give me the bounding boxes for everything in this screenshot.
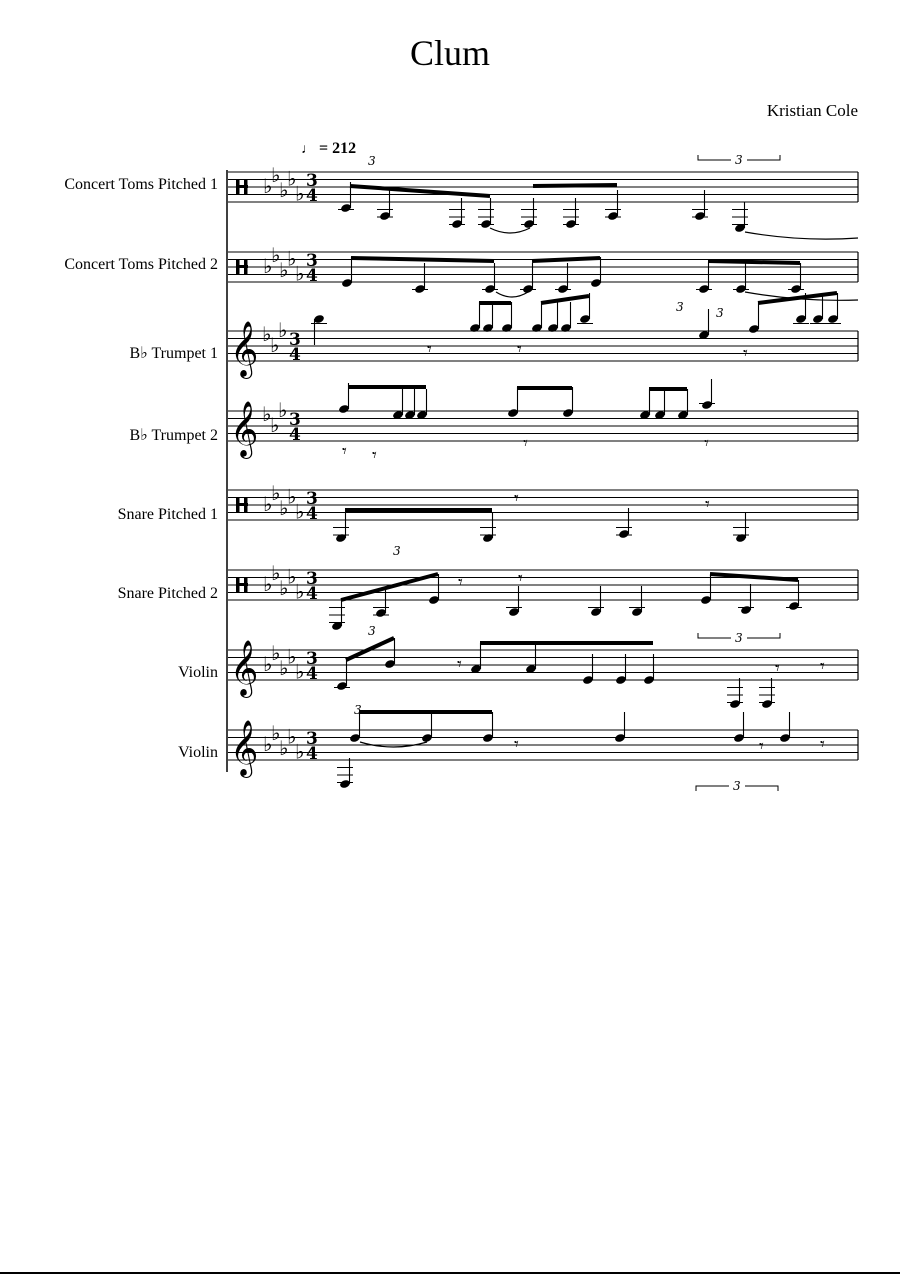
flat-icon: ♭ — [295, 739, 305, 764]
flat-icon: ♭ — [295, 181, 305, 206]
staff-label-trumpet-2: B♭ Trumpet 2 — [129, 427, 218, 444]
flat-icon: ♭ — [263, 174, 273, 198]
flat-icon: ♭ — [271, 720, 281, 745]
score-title: Clum — [409, 33, 490, 73]
time-signature-denominator: 4 — [289, 345, 301, 365]
tuplet-number: 3 — [354, 703, 362, 717]
rest-icon: 𝄾 — [775, 658, 780, 679]
flat-icon: ♭ — [279, 495, 289, 520]
flat-icon: ♭ — [279, 735, 289, 760]
flat-icon: ♭ — [287, 724, 297, 749]
time-signature-denominator: 4 — [306, 664, 318, 684]
percussion-clef-icon — [236, 265, 248, 268]
composer-name: Kristian Cole — [766, 101, 858, 120]
percussion-clef-icon — [236, 185, 248, 188]
staff-2 — [228, 243, 858, 286]
time-signature-denominator: 4 — [306, 744, 318, 764]
tuplet-number: 3 — [735, 153, 743, 167]
beam — [351, 258, 494, 261]
percussion-clef-icon — [236, 503, 248, 506]
staves-group — [228, 163, 858, 778]
flat-icon: ♭ — [279, 177, 289, 202]
rest-icon: 𝄾 — [514, 734, 519, 755]
staff-5 — [228, 481, 858, 524]
time-signature-denominator: 4 — [306, 584, 318, 604]
flat-icon: ♭ — [287, 644, 297, 669]
rest-icon: 𝄾 — [427, 339, 432, 360]
flat-icon: ♭ — [271, 640, 281, 665]
flat-icon: ♭ — [271, 162, 281, 187]
rest-icon: 𝄾 — [820, 734, 825, 755]
flat-icon: ♭ — [271, 242, 281, 267]
flat-icon: ♭ — [263, 732, 273, 756]
staff-4 — [228, 398, 858, 459]
staff-3 — [228, 318, 858, 379]
time-signature-denominator: 4 — [306, 504, 318, 524]
rest-icon: 𝄾 — [517, 339, 522, 360]
flat-icon: ♭ — [295, 261, 305, 286]
tie-curve — [496, 292, 528, 297]
staff-label-snare-2: Snare Pitched 2 — [117, 585, 218, 602]
rest-icon: 𝄾 — [458, 572, 463, 593]
flat-icon: ♭ — [278, 398, 288, 422]
rest-icon: 𝄾 — [342, 441, 347, 462]
treble-clef-icon: 𝄞 — [230, 401, 259, 457]
time-signature-denominator: 4 — [306, 266, 318, 286]
tie-curve — [490, 228, 530, 233]
flat-icon: ♭ — [279, 655, 289, 680]
rest-icon: 𝄾 — [705, 494, 710, 515]
staff-label-toms-2: Concert Toms Pitched 2 — [64, 256, 218, 273]
flat-icon: ♭ — [262, 321, 272, 346]
time-signature-numerator: 3 — [306, 729, 318, 749]
flat-icon: ♭ — [263, 652, 273, 676]
beam — [758, 293, 837, 303]
flat-icon: ♭ — [279, 575, 289, 600]
time-signature-numerator: 3 — [306, 489, 318, 509]
rest-icon: 𝄾 — [704, 433, 709, 454]
tempo-value: = 212 — [319, 140, 357, 157]
flat-icon: ♭ — [270, 333, 280, 357]
time-signature-denominator: 4 — [306, 186, 318, 206]
time-signature-numerator: 3 — [306, 171, 318, 191]
flat-icon: ♭ — [271, 480, 281, 505]
tuplet-number: 3 — [676, 300, 684, 314]
rest-icon: 𝄾 — [523, 433, 528, 454]
flat-icon: ♭ — [295, 659, 305, 684]
flat-icon: ♭ — [262, 401, 272, 426]
notes-group — [311, 153, 858, 793]
flat-icon: ♭ — [287, 246, 297, 271]
tuplet-number: 3 — [393, 544, 401, 558]
staff-label-trumpet-1: B♭ Trumpet 1 — [129, 345, 218, 362]
treble-clef-icon: 𝄞 — [230, 321, 259, 377]
beam — [532, 258, 600, 261]
rest-icon: 𝄾 — [743, 343, 748, 364]
flat-icon: ♭ — [295, 499, 305, 524]
tuplet-number: 3 — [368, 624, 376, 638]
beam — [346, 638, 394, 660]
flat-icon: ♭ — [263, 492, 273, 516]
flat-icon: ♭ — [287, 564, 297, 589]
staff-label-toms-1: Concert Toms Pitched 1 — [64, 176, 218, 193]
quarter-note-icon: ♩ — [301, 142, 315, 157]
flat-icon: ♭ — [295, 579, 305, 604]
flat-icon: ♭ — [287, 166, 297, 191]
flat-icon: ♭ — [287, 484, 297, 509]
flat-icon: ♭ — [279, 257, 289, 282]
percussion-clef-icon — [236, 583, 248, 586]
flat-icon: ♭ — [278, 318, 288, 342]
flat-icon: ♭ — [271, 560, 281, 585]
rest-icon: 𝄾 — [759, 736, 764, 757]
treble-clef-icon: 𝄞 — [230, 640, 259, 696]
tuplet-number: 3 — [735, 631, 743, 645]
rest-icon: 𝄾 — [518, 568, 523, 589]
tie-curve — [745, 232, 858, 239]
staff-7 — [228, 640, 858, 698]
time-signature-numerator: 3 — [289, 410, 301, 430]
time-signature-numerator: 3 — [306, 569, 318, 589]
rest-icon: 𝄾 — [820, 656, 825, 677]
time-signature-numerator: 3 — [306, 251, 318, 271]
treble-clef-icon: 𝄞 — [230, 720, 259, 776]
tuplet-number: 3 — [733, 779, 741, 793]
tuplet-number: 3 — [716, 306, 724, 320]
time-signature-numerator: 3 — [289, 330, 301, 350]
staff-6 — [228, 561, 858, 604]
time-signature-numerator: 3 — [306, 649, 318, 669]
time-signature-denominator: 4 — [289, 425, 301, 445]
beam — [708, 261, 800, 263]
flat-icon: ♭ — [263, 254, 273, 278]
rest-icon: 𝄾 — [457, 654, 462, 675]
beam — [541, 296, 589, 303]
tuplet-number: 3 — [368, 154, 376, 168]
staff-label-violin-2: Violin — [178, 744, 218, 761]
staff-label-snare-1: Snare Pitched 1 — [117, 506, 218, 523]
rest-icon: 𝄾 — [372, 445, 377, 466]
beam — [533, 185, 617, 186]
staff-label-violin-1: Violin — [178, 664, 218, 681]
flat-icon: ♭ — [263, 572, 273, 596]
rest-icon: 𝄾 — [514, 488, 519, 509]
flat-icon: ♭ — [270, 413, 280, 437]
